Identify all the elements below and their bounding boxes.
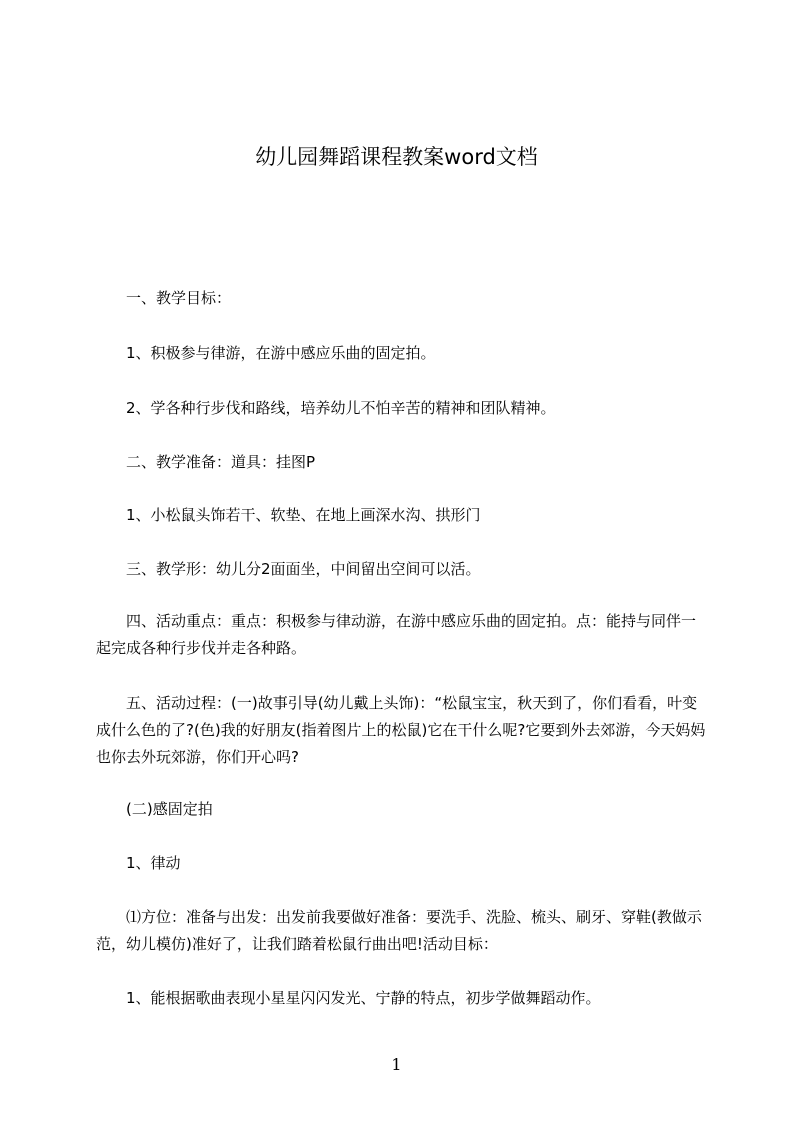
paragraph-teaching-prep: 二、教学准备：道具：挂图P (126, 453, 316, 471)
paragraph-goal-2: 2、学各种行步伐和路线，培养幼儿不怕辛苦的精神和团队精神。 (126, 399, 556, 417)
paragraph-goal-song: 1、能根据歌曲表现小星星闪闪发光、宁静的特点，初步学做舞蹈动作。 (126, 989, 601, 1007)
paragraph-activity-focus: 四、活动重点：重点：积极参与律动游，在游中感应乐曲的固定拍。点：能持与同伴一起完成各种行步伐并走各种路。 (96, 612, 697, 657)
paragraph-teaching-form: 三、教学形：幼儿分2面面坐，中间留出空间可以活。 (126, 560, 481, 578)
paragraph-goal-1: 1、积极参与律游，在游中感应乐曲的固定拍。 (126, 344, 436, 362)
paragraph-direction: ⑴方位：准备与出发：出发前我要做好准备：要洗手、洗脸、梳头、刷牙、穿鞋(教做示范，幼儿模仿)准好了，让我们踏着松鼠行曲出吧!活动目标： (96, 908, 702, 953)
paragraph-rhythm: 1、律动 (126, 854, 181, 872)
paragraph-teaching-goals-heading: 一、教学目标： (126, 289, 232, 307)
paragraph-fixed-beat: (二)感固定拍 (126, 800, 213, 818)
document-title: 幼儿园舞蹈课程教案word文档 (255, 145, 538, 169)
paragraph-prep-1: 1、小松鼠头饰若干、软垫、在地上画深水沟、拱形门 (126, 506, 481, 524)
page-number: 1 (391, 1055, 402, 1074)
paragraph-activity-process: 五、活动过程：(一)故事引导(幼儿戴上头饰)：“松鼠宝宝，秋天到了，你们看看，叶变成什么色的了?(色)我的好朋友(指着图片上的松鼠)它在干什么呢?它要到外去郊游，今天妈妈也你去外玩郊游，你们开心吗? (96, 694, 706, 766)
